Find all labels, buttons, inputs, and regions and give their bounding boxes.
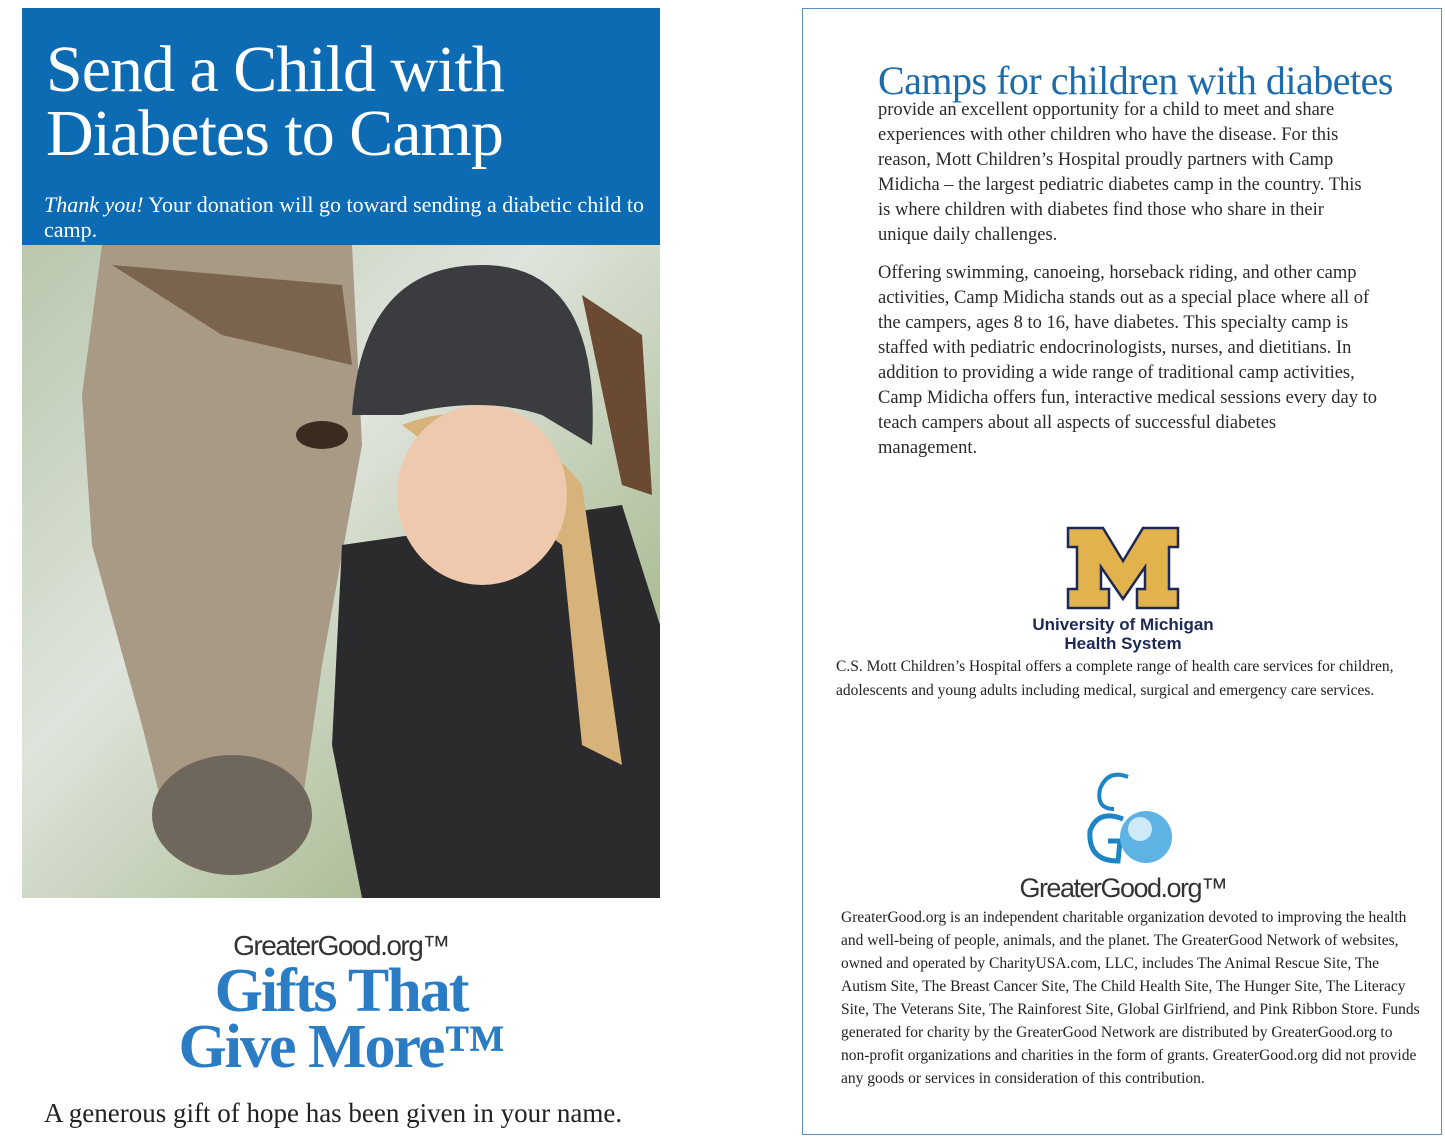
tagline: A generous gift of hope has been given in your name. <box>44 1098 623 1128</box>
camp-paragraph-1: provide an excellent opportunity for a child to meet and share experiences with other children who have the disease. For this reason, Mott Children’s Hospital proudly partners with Camp Midicha – the largest pediatric diabetes camp in the country. This is where children with diabetes find those who share in their unique daily challenges. <box>878 100 1362 245</box>
logo-line: Gifts That <box>214 957 468 1025</box>
section-heading: Camps for children with diabetes <box>878 58 1393 103</box>
um-name-line: Health System <box>1064 634 1182 653</box>
camp-paragraph-2: Offering swimming, canoeing, horseback riding, and other camp activities, Camp Midicha stands out as a special place where all of the campers, ages 8 to 16, have diabetes. This specialty camp is staffed with pediatric endocrinologists, nurses, and dietitians. In addition to providing a wide range of traditional camp activities, Camp Midicha offers fun, interactive medical sessions every day to teach campers about all aspects of successful diabetes management. <box>878 263 1378 458</box>
um-name-line: University of Michigan <box>1032 615 1214 634</box>
greatergood-logo-text: GreaterGood.org™ <box>233 930 449 961</box>
gifts-that-give-more-logo <box>22 957 660 1081</box>
thank-you-body: Your donation will go toward sending a diabetic child to camp. <box>44 192 645 242</box>
greatergood-logo-text: GreaterGood.org™ <box>1019 873 1227 903</box>
thank-you-emphasis: Thank you! <box>44 192 144 217</box>
go-globe-icon <box>1068 769 1178 869</box>
front-panel <box>22 8 660 1139</box>
greatergood-logo <box>1003 769 1243 904</box>
page-title <box>46 33 504 170</box>
university-of-michigan-logo <box>1023 525 1223 653</box>
title-banner <box>22 8 660 245</box>
thank-you-text <box>44 192 654 242</box>
mott-description: C.S. Mott Children’s Hospital offers a complete range of health care services for children, adolescents and young adults including medical, surgical and emergency care services. <box>836 658 1394 699</box>
greatergood-description: GreaterGood.org is an independent charitable organization devoted to improving the health and well-being of people, animals, and the planet. The GreaterGood Network of websites, owned and operated by CharityUSA.com, LLC, includes The Animal Rescue Site, The Autism Site, The Breast Cancer Site, The Child Health Site, The Hunger Site, The Literacy Site, The Veterans Site, The Rainforest Site, Global Girlfriend, and Pink Ribbon Store. Funds generated for charity by the GreaterGood Network are distributed by GreaterGood.org to non-profit organizations and charities in the form of grants. GreaterGood.org did not provide any goods or services in consideration of this contribution. <box>841 909 1420 1087</box>
back-panel <box>802 8 1442 1135</box>
block-m-icon <box>1065 525 1181 611</box>
girl-with-horse-photo <box>22 245 660 898</box>
title-line: Diabetes to Camp <box>46 97 503 170</box>
logo-line: Give More™ <box>178 1013 504 1081</box>
title-line: Send a Child with <box>46 33 504 106</box>
